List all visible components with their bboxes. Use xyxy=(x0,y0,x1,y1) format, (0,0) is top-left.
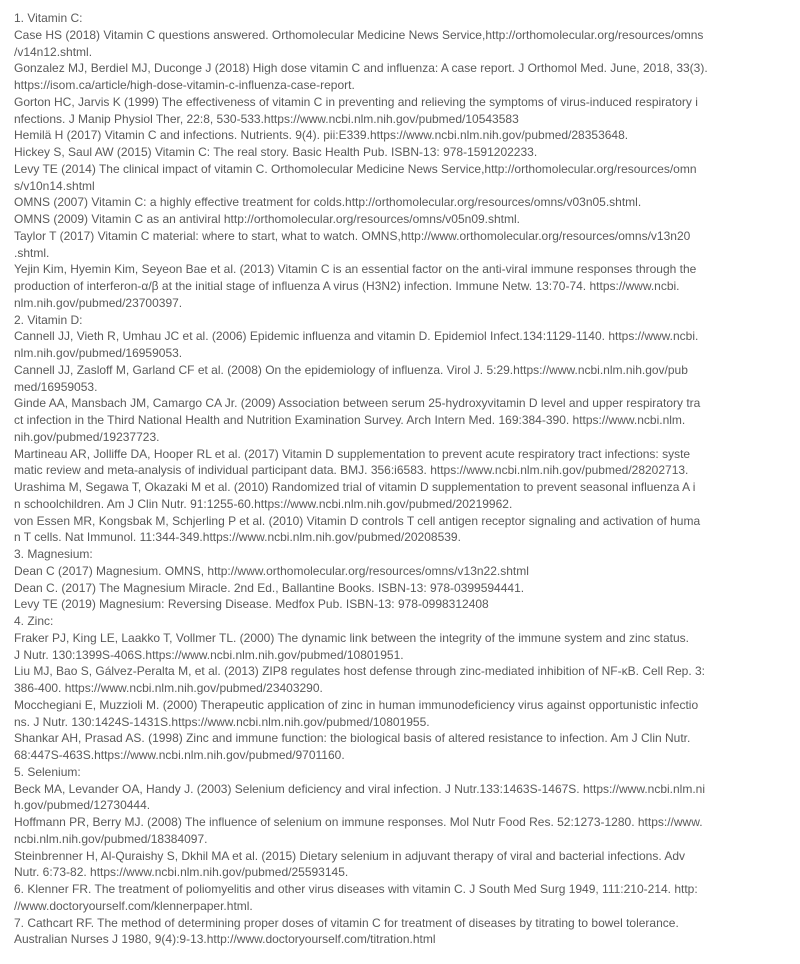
reference-line: Cannell JJ, Zasloff M, Garland CF et al. (2008) On the epidemiology of influenza. Virol J. 5:29.https://www.ncbi.nlm.nih.gov/pub xyxy=(14,362,688,377)
section-heading xyxy=(14,764,800,781)
reference-line: 2. Vitamin D: xyxy=(14,312,83,327)
section-heading xyxy=(14,613,800,630)
reference-line: Cannell JJ, Vieth R, Umhau JC et al. (2006) Epidemic influenza and vitamin D. Epidemiol Infect.134:1129-1140. https://www.ncbi. xyxy=(14,329,699,344)
reference-entry xyxy=(14,60,800,94)
reference-line: 3. Magnesium: xyxy=(14,547,93,561)
reference-entry xyxy=(14,730,800,764)
reference-line: Yejin Kim, Hyemin Kim, Seyeon Bae et al. (2013) Vitamin C is an essential factor on the anti-viral immune responses through the xyxy=(14,262,697,277)
reference-entry xyxy=(14,697,800,731)
reference-entry xyxy=(14,312,800,329)
reference-entry xyxy=(14,261,800,311)
reference-line: Hemilä H (2017) Vitamin C and infections. Nutrients. 9(4). pii:E339.https://www.ncbi.nlm.nih.gov/pubmed/28353648. xyxy=(14,128,629,143)
reference-line: Ginde AA, Mansbach JM, Camargo CA Jr. (2009) Association between serum 25-hydroxyvitamin D level and upper respiratory tra xyxy=(14,396,701,411)
reference-entry xyxy=(14,580,800,597)
reference-line: Levy TE (2014) The clinical impact of vitamin C. Orthomolecular Medicine News Service,http://orthomolecular.org/resources/omn xyxy=(14,161,697,176)
reference-entry xyxy=(14,395,800,445)
reference-entry xyxy=(14,211,800,228)
reference-entry xyxy=(14,127,800,144)
reference-line: Dean C. (2017) The Magnesium Miracle. 2nd Ed., Ballantine Books. ISBN-13: 978-0399594441. xyxy=(14,580,525,595)
reference-entry xyxy=(14,881,800,915)
reference-line: Steinbrenner H, Al-Quraishy S, Dkhil MA et al. (2015) Dietary selenium in adjuvant therapy of viral and bacterial infections. Adv xyxy=(14,848,685,863)
reference-entry xyxy=(14,663,800,697)
reference-entry xyxy=(14,915,800,949)
reference-entry xyxy=(14,228,800,262)
reference-line: Hoffmann PR, Berry MJ. (2008) The influence of selenium on immune responses. Mol Nutr Food Res. 52:1273-1280. https://www. xyxy=(14,815,703,829)
reference-line: Gorton HC, Jarvis K (1999) The effectiveness of vitamin C in preventing and relieving the symptoms of virus-induced respiratory i xyxy=(14,94,698,109)
reference-line: Mocchegiani E, Muzzioli M. (2000) Therapeutic application of zinc in human immunodeficiency virus against opportunistic infectio xyxy=(14,697,699,712)
reference-entry xyxy=(14,27,800,61)
reference-line: nih.gov/pubmed/19237723. xyxy=(14,429,160,444)
reference-line: n T cells. Nat Immunol. 11:344-349.https://www.ncbi.nlm.nih.gov/pubmed/20208539. xyxy=(14,530,461,545)
section-heading xyxy=(14,546,800,563)
reference-entry xyxy=(14,328,800,362)
reference-line: Urashima M, Segawa T, Okazaki M et al. (2010) Randomized trial of vitamin D supplementation to prevent seasonal influenza A i xyxy=(14,480,696,494)
reference-line: 4. Zinc: xyxy=(14,614,54,628)
reference-line: 7. Cathcart RF. The method of determining proper doses of vitamin C for treatment of diseases by titrating to bowel tolerance. xyxy=(14,915,679,930)
reference-entry xyxy=(14,630,800,664)
reference-line: 386-400. https://www.ncbi.nlm.nih.gov/pubmed/23403290. xyxy=(14,681,323,695)
reference-entry xyxy=(14,848,800,882)
reference-line: .shtml. xyxy=(14,245,50,260)
reference-line: Shankar AH, Prasad AS. (1998) Zinc and immune function: the biological basis of altered resistance to infection. Am J Clin Nutr. xyxy=(14,731,691,746)
reference-line: nfections. J Manip Physiol Ther, 22:8, 530-533.https://www.ncbi.nlm.nih.gov/pubmed/10543583 xyxy=(14,111,519,126)
reference-line: med/16959053. xyxy=(14,379,98,394)
reference-line: //www.doctoryourself.com/klennerpaper.html. xyxy=(14,898,253,913)
reference-line: Liu MJ, Bao S, Gálvez-Peralta M, et al. (2013) ZIP8 regulates host defense through zinc-mediated inhibition of NF-κB. Cell Rep. 3: xyxy=(14,664,706,679)
reference-line: 5. Selenium: xyxy=(14,764,81,779)
reference-line: Fraker PJ, King LE, Laakko T, Vollmer TL. (2000) The dynamic link between the integrity of the immune system and zinc status. xyxy=(14,630,689,645)
reference-line: ncbi.nlm.nih.gov/pubmed/18384097. xyxy=(14,831,208,846)
reference-line: von Essen MR, Kongsbak M, Schjerling P et al. (2010) Vitamin D controls T cell antigen receptor signaling and activation of huma xyxy=(14,513,701,528)
reference-entry xyxy=(14,194,800,211)
reference-line: production of interferon-α/β at the initial stage of influenza A virus (H3N2) infection. Immune Netw. 13:70-74. https://www.ncbi. xyxy=(14,279,680,293)
reference-entry xyxy=(14,144,800,161)
reference-entry xyxy=(14,596,800,613)
reference-line: OMNS (2009) Vitamin C as an antiviral http://orthomolecular.org/resources/omns/v05n09.shtml. xyxy=(14,212,521,226)
reference-entry xyxy=(14,10,800,27)
reference-entry xyxy=(14,161,800,195)
reference-line: J Nutr. 130:1399S-406S.https://www.ncbi.nlm.nih.gov/pubmed/10801951. xyxy=(14,647,404,662)
reference-entry xyxy=(14,814,800,848)
reference-entry xyxy=(14,446,800,480)
reference-line: nlm.nih.gov/pubmed/23700397. xyxy=(14,295,183,310)
reference-line: Beck MA, Levander OA, Handy J. (2003) Selenium deficiency and viral infection. J Nutr.133:1463S-1467S. https://www.ncbi.nlm.ni xyxy=(14,781,706,796)
reference-line: Nutr. 6:73-82. https://www.ncbi.nlm.nih.gov/pubmed/25593145. xyxy=(14,865,349,880)
reference-line: Gonzalez MJ, Berdiel MJ, Duconge J (2018) High dose vitamin C and influenza: A case report. J Orthomol Med. June, 2018, 33(3). xyxy=(14,61,708,76)
reference-entry xyxy=(14,94,800,128)
reference-line: Dean C (2017) Magnesium. OMNS, http://www.orthomolecular.org/resources/omns/v13n22.shtml xyxy=(14,563,529,578)
reference-line: nlm.nih.gov/pubmed/16959053. xyxy=(14,346,183,360)
reference-line: ns. J Nutr. 130:1424S-1431S.https://www.ncbi.nlm.nih.gov/pubmed/10801955. xyxy=(14,714,430,729)
reference-entry xyxy=(14,362,800,396)
reference-line: 1. Vitamin C: xyxy=(14,11,83,25)
reference-line: OMNS (2007) Vitamin C: a highly effective treatment for colds.http://orthomolecular.org/resources/omns/v03n05.shtml. xyxy=(14,195,642,210)
reference-line: s/v10n14.shtml xyxy=(14,178,95,193)
reference-line: Levy TE (2019) Magnesium: Reversing Disease. Medfox Pub. ISBN-13: 978-0998312408 xyxy=(14,597,489,612)
reference-line: Australian Nurses J 1980, 9(4):9-13.http://www.doctoryourself.com/titration.html xyxy=(14,932,436,947)
reference-line: Hickey S, Saul AW (2015) Vitamin C: The real story. Basic Health Pub. ISBN-13: 978-1591202233. xyxy=(14,145,538,159)
reference-entry xyxy=(14,479,800,513)
reference-line: Martineau AR, Jolliffe DA, Hooper RL et al. (2017) Vitamin D supplementation to prevent acute respiratory tract infections: syste xyxy=(14,446,691,461)
reference-line: h.gov/pubmed/12730444. xyxy=(14,798,151,813)
reference-entry xyxy=(14,781,800,815)
reference-line: /v14n12.shtml. xyxy=(14,44,93,59)
reference-line: https://isom.ca/article/high-dose-vitamin-c-influenza-case-report. xyxy=(14,78,355,92)
reference-line: ct infection in the Third National Health and Nutrition Examination Survey. Arch Intern Med. 169:384-390. https://www.ncbi.nlm. xyxy=(14,413,686,427)
reference-line: Case HS (2018) Vitamin C questions answered. Orthomolecular Medicine News Service,http://orthomolecular.org/resources/omns xyxy=(14,27,704,42)
reference-entry xyxy=(14,513,800,547)
reference-line: Taylor T (2017) Vitamin C material: where to start, what to watch. OMNS,http://www.orthomolecular.org/resources/omns/v13n20 xyxy=(14,228,691,243)
reference-entry xyxy=(14,563,800,580)
reference-line: 68:447S-463S.https://www.ncbi.nlm.nih.gov/pubmed/9701160. xyxy=(14,748,345,762)
reference-line: n schoolchildren. Am J Clin Nutr. 91:1255-60.https://www.ncbi.nlm.nih.gov/pubmed/20219962. xyxy=(14,496,513,511)
reference-line: 6. Klenner FR. The treatment of poliomyelitis and other virus diseases with vitamin C. J South Med Surg 1949, 111:210-214. http: xyxy=(14,882,698,896)
reference-line: matic review and meta-analysis of individual participant data. BMJ. 356:i6583. https://www.ncbi.nlm.nih.gov/pubmed/28202713. xyxy=(14,463,689,478)
